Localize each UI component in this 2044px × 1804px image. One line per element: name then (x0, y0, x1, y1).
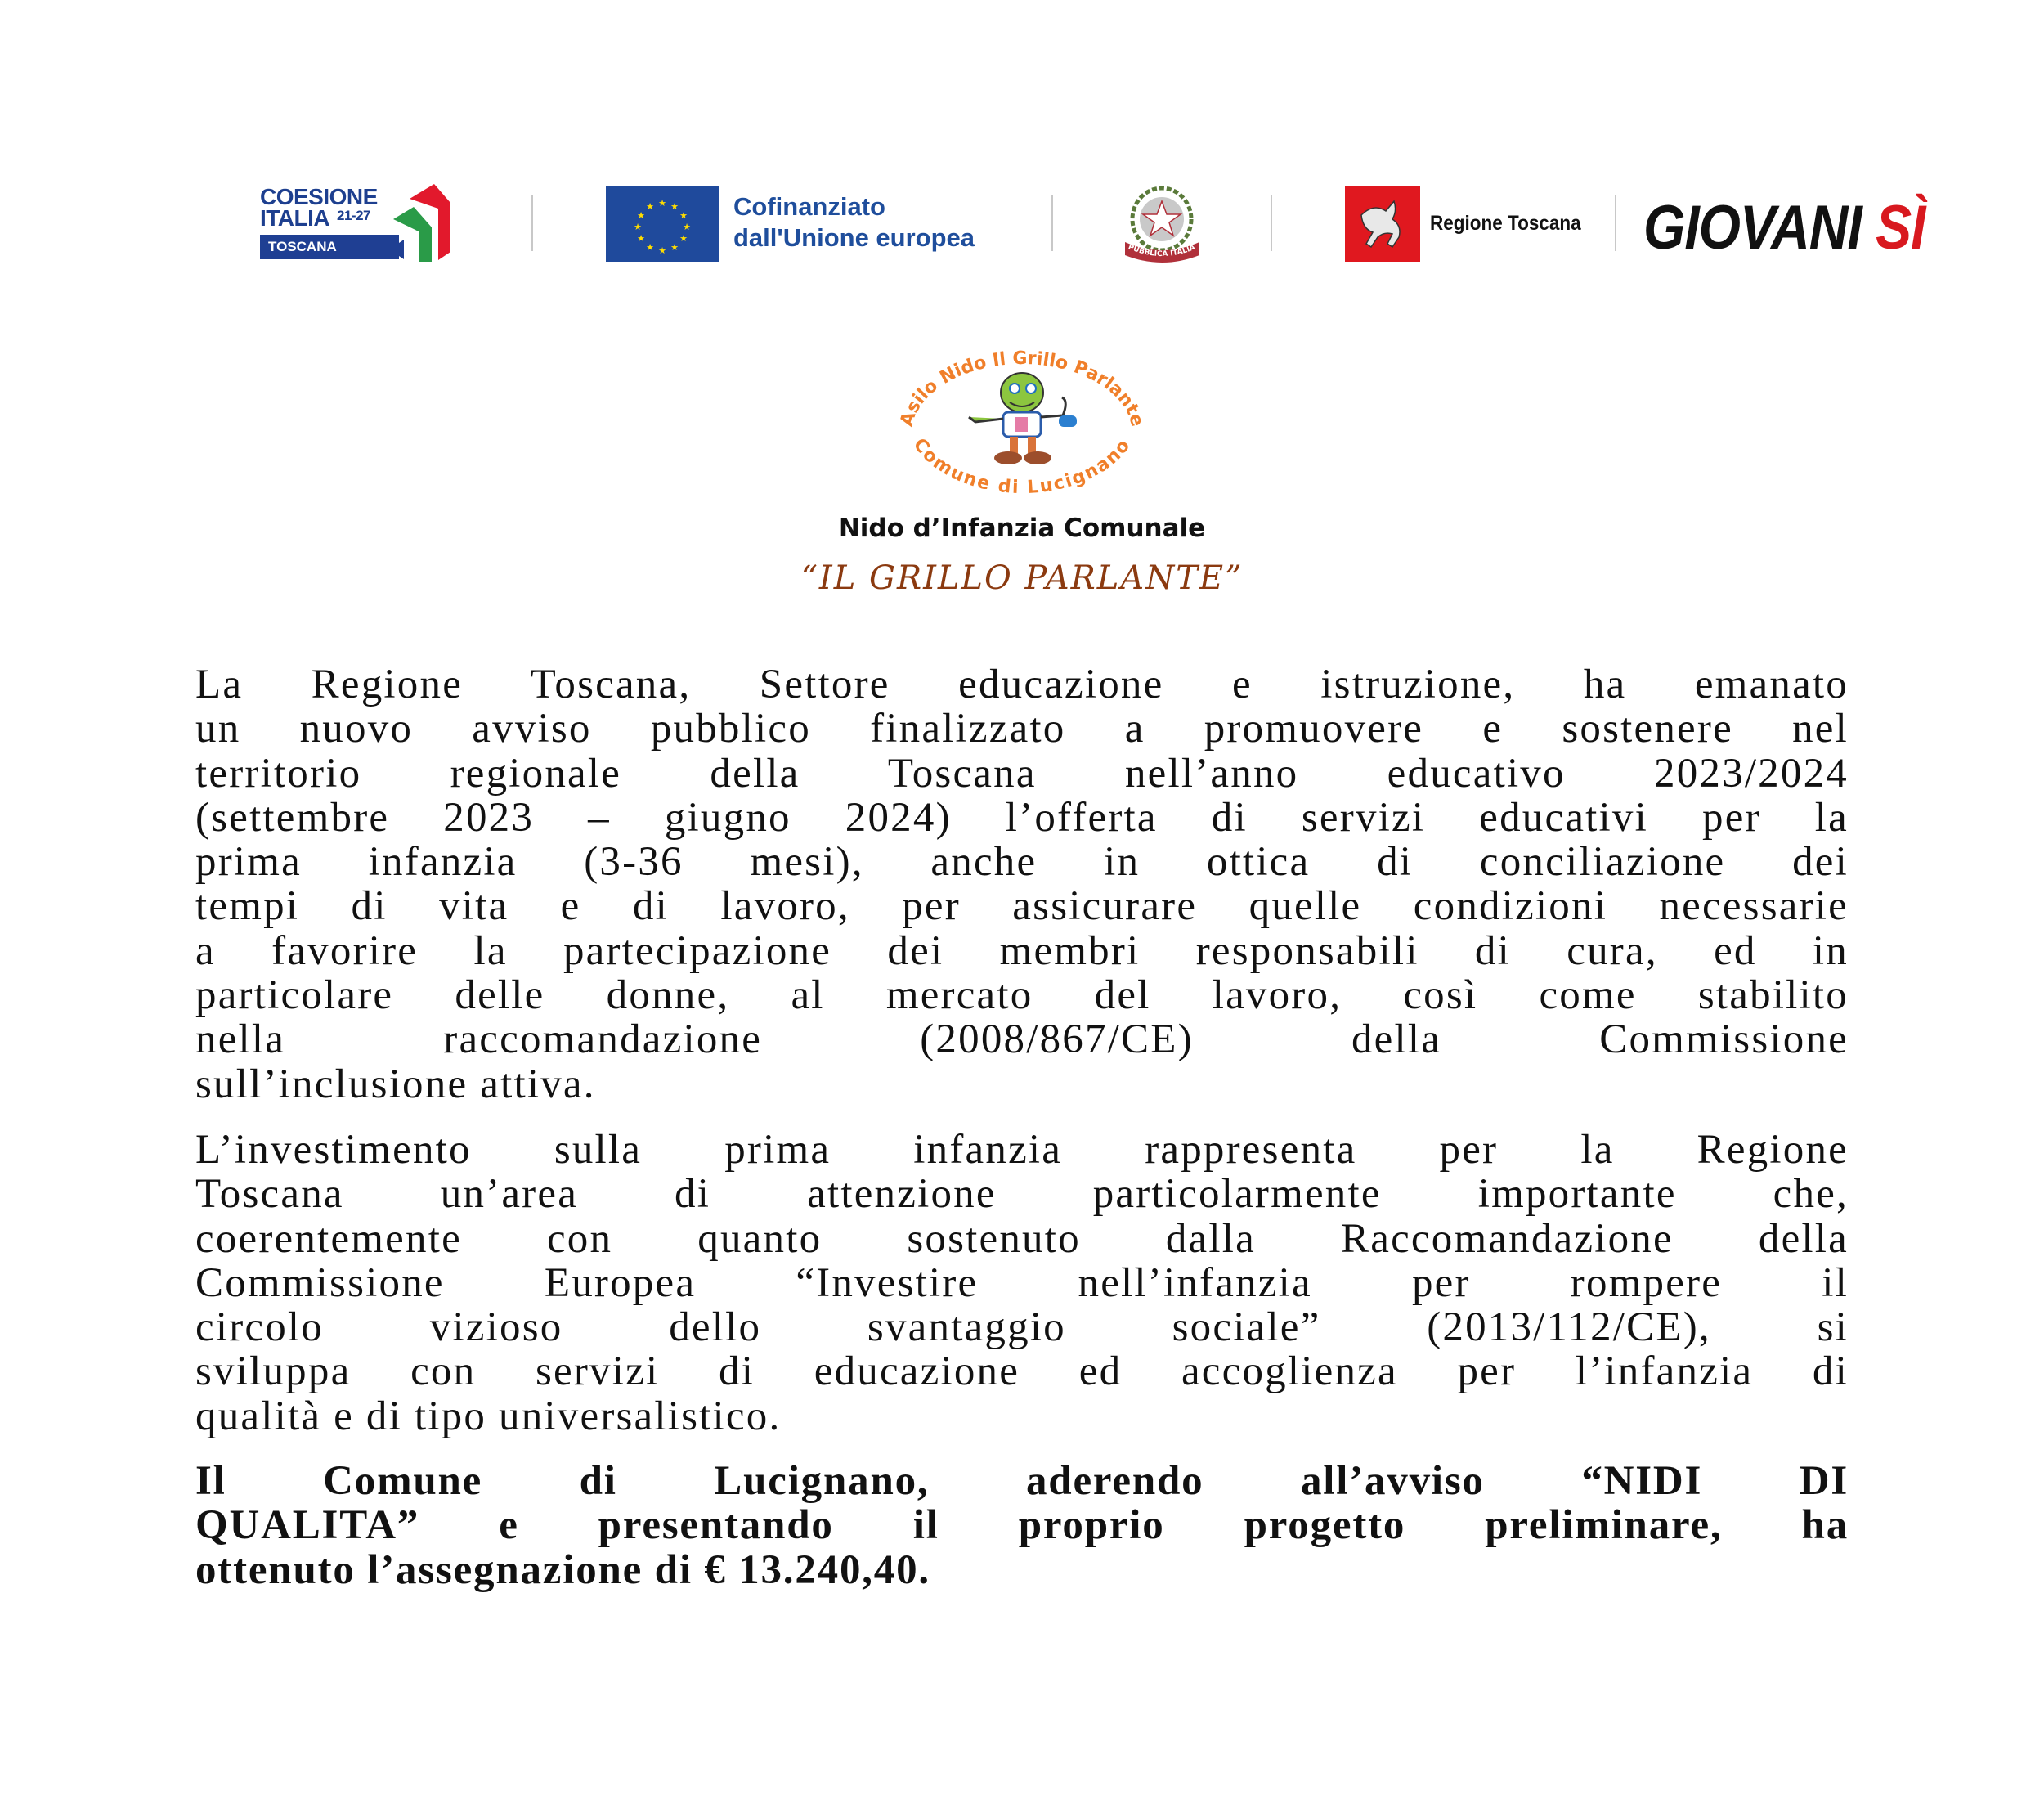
regione-toscana-logo (1345, 186, 1420, 262)
text-line: Commissione Europea “Investire nell’infanzia per rompere il (195, 1259, 1849, 1306)
emblem-ribbon-text: PUBBLICA ITALIA (1127, 243, 1197, 259)
svg-text:Comune di Lucignano (909, 435, 1136, 498)
logo-top-arc-text: Asilo Nido Il Grillo Parlante (896, 348, 1148, 429)
text-line: particolare delle donne, al mercato del lavoro, così come stabilito (195, 972, 1849, 1019)
logo-divider (1051, 195, 1053, 251)
coesione-italia-logo (258, 182, 459, 262)
nido-subtitle: Nido d’Infanzia Comunale (838, 514, 1206, 543)
text-line: coerentemente con quanto sostenuto dalla Raccomandazione della (195, 1215, 1849, 1262)
eu-text-line2: dall'Unione europea (733, 223, 975, 252)
emblem-star-icon (1123, 185, 1201, 265)
paragraph-3-funding (195, 1459, 1849, 1592)
cricket-mascot-icon (887, 343, 1157, 507)
svg-text:★: ★ (637, 233, 645, 244)
text-line: territorio regionale della Toscana nell’anno educativo 2023/2024 (195, 750, 1849, 797)
logo-divider (531, 195, 533, 251)
text-line: circolo vizioso dello svantaggio sociale” (2013/112/CE), si (195, 1304, 1849, 1351)
years-text: 21-27 (337, 208, 370, 223)
text-line: L’investimento sulla prima infanzia rappresenta per la Regione (195, 1127, 1849, 1173)
text-line: La Regione Toscana, Settore educazione e istruzione, ha emanato (195, 662, 1849, 707)
italia-text: ITALIA (260, 205, 330, 231)
text-line: sull’inclusione attiva. (195, 1061, 596, 1107)
svg-text:★: ★ (658, 198, 666, 209)
text-line: nella raccomandazione (2008/867/CE) della Commissione (195, 1016, 1849, 1063)
grillo-title: “IL GRILLO PARLANTE” (800, 559, 1244, 597)
regione-toscana-text: Regione Toscana (1430, 212, 1581, 235)
paragraph-1 (195, 662, 1849, 1106)
text-line: sviluppa con servizi di educazione ed accoglienza per l’infanzia di (195, 1349, 1849, 1395)
text-line: a favorire la partecipazione dei membri responsabili di cura, ed in (195, 927, 1849, 974)
text-line: qualità e di tipo universalistico. (195, 1393, 782, 1439)
logo-bottom-arc-text: Comune di Lucignano (908, 434, 1136, 499)
svg-text:★: ★ (683, 222, 691, 232)
paragraph-2 (195, 1128, 1849, 1438)
grillo-parlante-logo (887, 343, 1157, 507)
eu-flag-logo (606, 186, 719, 262)
svg-text:★: ★ (670, 201, 679, 212)
text-line: un nuovo avviso pubblico finalizzato a promuovere e sostenere nel (195, 706, 1849, 752)
svg-text:★: ★ (670, 242, 679, 253)
giovanisi-logo (1643, 191, 1925, 263)
italian-republic-emblem (1123, 185, 1201, 265)
giovanisi-accent: SÌ (1876, 192, 1925, 263)
svg-text:★: ★ (634, 222, 642, 232)
coesione-text: COESIONE (260, 184, 378, 209)
eu-text-line1: Cofinanziato (733, 192, 885, 221)
text-line: Il Comune di Lucignano, aderendo all’avviso “NIDI DI (195, 1458, 1849, 1504)
svg-text:★: ★ (658, 245, 666, 256)
text-line: Toscana un’area di attenzione particolarmente importante che, (195, 1171, 1849, 1218)
text-line: ottenuto l’assegnazione di € 13.240,40. (195, 1546, 930, 1593)
svg-text:★: ★ (679, 233, 688, 244)
tricolore-chevron-icon (365, 182, 459, 262)
toscana-text: TOSCANA (268, 239, 337, 254)
svg-text:★: ★ (646, 242, 654, 253)
giovanisi-main: GIOVANI (1643, 192, 1862, 263)
svg-text:★: ★ (637, 210, 645, 221)
pegasus-icon (1345, 186, 1420, 262)
text-line: QUALITA” e presentando il proprio progetto preliminare, ha (195, 1502, 1849, 1549)
svg-text:★: ★ (646, 201, 654, 212)
logo-divider (1615, 195, 1616, 251)
text-line: prima infanzia (3-36 mesi), anche in ottica di conciliazione dei (195, 839, 1849, 886)
eu-stars-icon (606, 186, 719, 262)
svg-text:★: ★ (679, 210, 688, 221)
logo-divider (1271, 195, 1272, 251)
text-line: (settembre 2023 – giugno 2024) l’offerta di servizi educativi per la (195, 794, 1849, 841)
text-line: tempi di vita e di lavoro, per assicurare quelle condizioni necessarie (195, 883, 1849, 930)
